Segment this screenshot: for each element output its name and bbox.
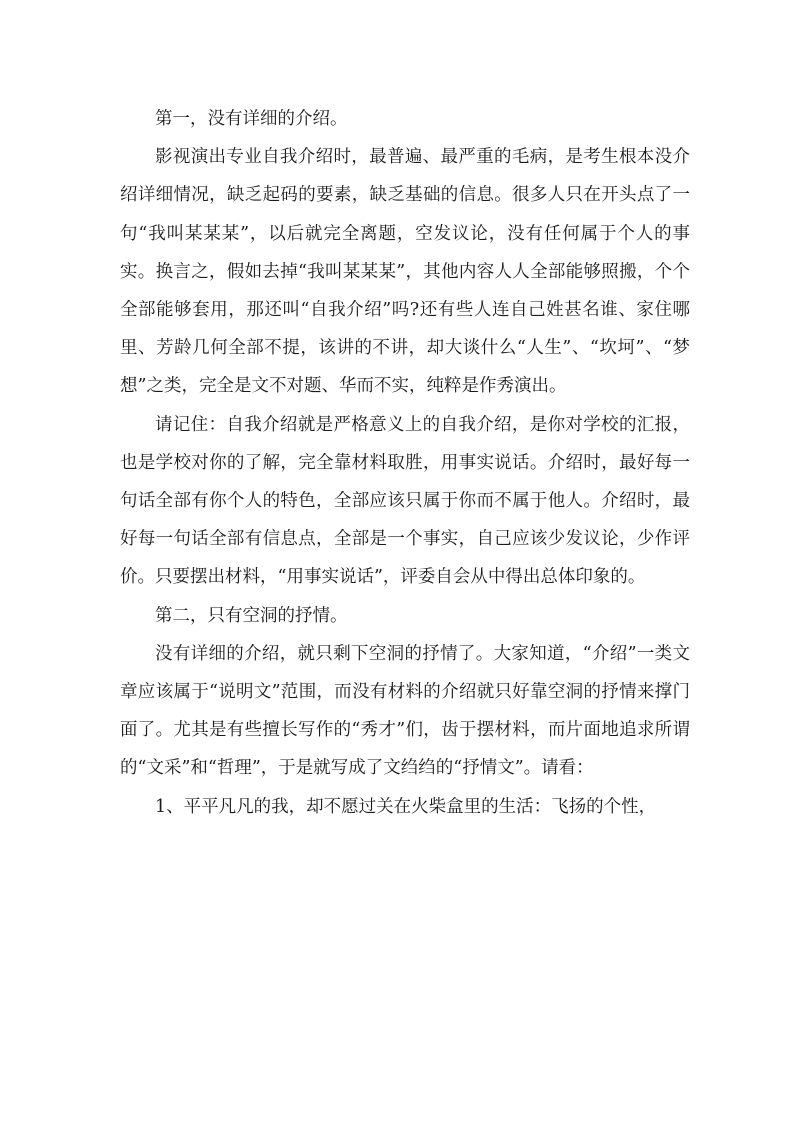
document-body — [120, 100, 690, 826]
paragraph: 1、平平凡凡的我，却不愿过关在火柴盒里的生活：飞扬的个性， — [155, 796, 657, 817]
section-heading-2: 第二，只有空洞的抒情。 — [155, 605, 348, 626]
section-heading-1: 第一，没有详细的介绍。 — [155, 109, 348, 129]
paragraph: 请记住：自我介绍就是严格意义上的自我介绍，是你对学校的汇报，也是学校对你的了解，完全靠材料取胜，用事实说话。介绍时，最好每一句话全部有你个人的特色，全部应该只属于你而不属于他人。介绍时，最好每一句话全部有信息点，全部是一个事实，自己应该少发议论，少作评价。只要摆出材料，“用事实说话”，评委自会从中得出总体印象的。 — [120, 414, 690, 588]
paragraph: 没有详细的介绍，就只剩下空洞的抒情了。大家知道，“介绍”一类文章应该属于“说明文”范围，而没有材料的介绍就只好靠空洞的抒情来撑门面了。尤其是有些擅长写作的“秀才”们，齿于摆材料，而片面地追求所谓的“文采”和“哲理”，于是就写成了文绉绉的“抒情文”。请看： — [120, 643, 690, 779]
paragraph: 影视演出专业自我介绍时，最普遍、最严重的毛病，是考生根本没介绍详细情况，缺乏起码的要素，缺乏基础的信息。很多人只在开头点了一句“我叫某某某”，以后就完全离题，空发议论，没有任何属于个人的事实。换言之，假如去掉“我叫某某某”，其他内容人人全部能够照搬，个个全部能够套用，那还叫“自我介绍”吗?还有些人连自己姓甚名谁、家住哪里、芳龄几何全部不提，该讲的不讲，却大谈什么“人生”、“坎坷”、“梦想”之类，完全是文不对题、华而不实，纯粹是作秀演出。 — [120, 147, 690, 397]
